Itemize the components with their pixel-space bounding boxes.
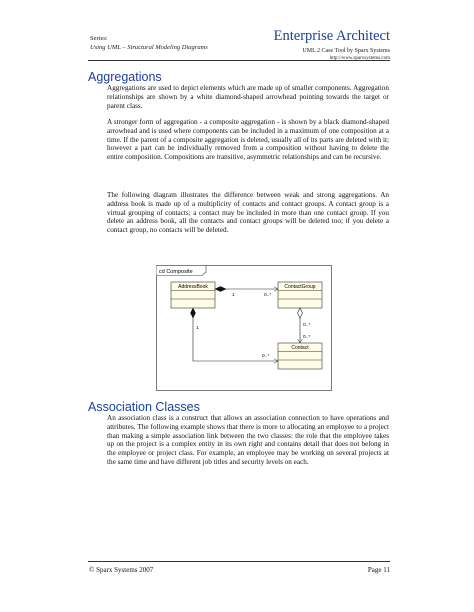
class-contact-group[interactable] — [278, 282, 322, 308]
paragraph: An association class is a construct that allows an association connection to have operations and attributes. The following example shows that there is more to allocating an employee to a project than making a simple association link between the two classes: the role that the employee takes up on the project is a complex entity in its own right and contains detail that does not belong in the employee or project class. For example, an employee may be working on several projects at the same time and have different job titles and security levels on each. — [107, 414, 389, 466]
class-name-contact: Contact — [291, 345, 309, 351]
multiplicity-label: 1 — [232, 293, 235, 298]
header-right — [274, 28, 390, 62]
multiplicity-label: 0..* — [264, 293, 272, 298]
paragraph: Aggregations are used to depict elements which are made up of smaller components. Aggregation relationships are shown by a white diamond-shaped arrowhead pointing towards the target or parent class. — [107, 84, 389, 110]
class-address-book[interactable] — [171, 282, 215, 308]
header-divider — [88, 60, 390, 61]
section-title-association-classes: Association Classes — [88, 400, 200, 414]
paragraph: The following diagram illustrates the difference between weak and strong aggregations. An address book is made up of a multiplicity of contacts and contact groups. A contact group is a virtual grouping of contacts; a contact may be included in more than one contact group. If you delete an address book, all the contacts and contact groups will be deleted too; if you delete a contact group, no contacts will be deleted. — [107, 191, 389, 235]
multiplicity-label: 0..* — [303, 335, 311, 340]
footer-divider — [88, 561, 390, 562]
header-left — [90, 34, 208, 52]
class-name-contact-group: ContactGroup — [284, 284, 316, 290]
class-contact[interactable] — [278, 343, 322, 369]
multiplicity-label: 1 — [196, 326, 199, 331]
series-subtitle: Using UML – Structural Modeling Diagrams — [90, 44, 208, 51]
diagram-canvas — [156, 265, 332, 391]
brand-url[interactable]: http://www.sparxsystems.com — [329, 56, 390, 61]
section-title-aggregations: Aggregations — [88, 70, 162, 84]
multiplicity-label: 0..* — [262, 354, 270, 359]
frame-label: cd Composite — [159, 269, 193, 275]
paragraph: A stronger form of aggregation - a composite aggregation - is shown by a black diamond-shaped arrowhead and is used where components can be included in a maximum of one composition at a time. If the parent of a composite aggregation is deleted, usually all of its parts are deleted with it; however a part can be individually removed from a composition without having to delete the entire composition. Compositions are transitive, asymmetric relationships and can be recursive. — [107, 118, 389, 162]
class-name-address-book: AddressBook — [178, 284, 208, 290]
brand-tagline: UML 2 Case Tool by Sparx Systems — [302, 48, 390, 54]
footer-copyright: © Sparx Systems 2007 — [89, 566, 154, 574]
footer-page-number: Page 11 — [367, 566, 390, 574]
uml-composite-diagram — [156, 265, 332, 391]
brand-title: Enterprise Architect — [273, 28, 390, 44]
series-label: Series: — [90, 35, 108, 42]
multiplicity-label: 0..* — [303, 323, 311, 328]
